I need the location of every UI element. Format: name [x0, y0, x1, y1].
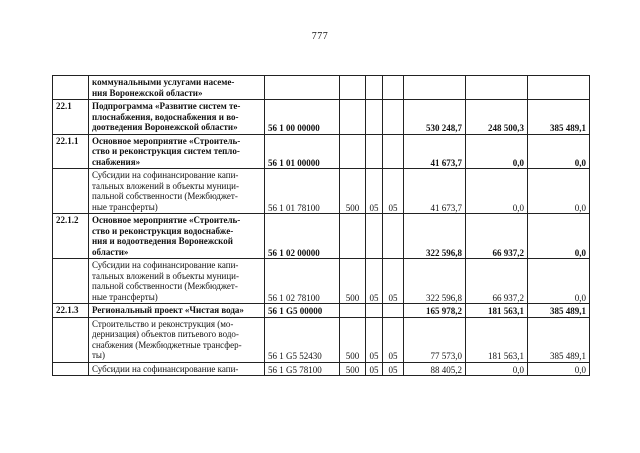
row-pr-cell: 05	[383, 362, 404, 376]
row-value-3-cell	[528, 76, 590, 100]
budget-table	[52, 75, 590, 376]
row-vr-cell: 500	[340, 362, 366, 376]
row-pr-cell	[383, 304, 404, 318]
row-value-3-cell: 0,0	[528, 134, 590, 169]
row-value-1-cell: 165 978,2	[404, 304, 466, 318]
table-row	[53, 362, 590, 376]
row-id-cell	[53, 317, 89, 362]
row-value-2-cell: 181 563,1	[466, 317, 528, 362]
page-number: 777	[311, 31, 329, 42]
row-code-cell: 56 1 G5 00000	[265, 304, 340, 318]
row-vr-cell	[340, 100, 366, 135]
row-code-cell: 56 1 00 00000	[265, 100, 340, 135]
row-value-1-cell: 41 673,7	[404, 134, 466, 169]
row-value-1-cell	[404, 76, 466, 100]
row-vr-cell	[340, 134, 366, 169]
table-row	[53, 76, 590, 100]
row-rz-cell: 05	[366, 362, 383, 376]
row-value-1-cell: 322 596,8	[404, 259, 466, 304]
row-value-2-cell: 248 500,3	[466, 100, 528, 135]
row-rz-cell	[366, 100, 383, 135]
row-id-cell: 22.1.2	[53, 214, 89, 259]
row-vr-cell: 500	[340, 169, 366, 214]
row-rz-cell	[366, 134, 383, 169]
row-pr-cell: 05	[383, 169, 404, 214]
row-name-cell: Региональный проект «Чистая вода»	[89, 304, 265, 318]
row-value-3-cell: 0,0	[528, 169, 590, 214]
row-pr-cell	[383, 76, 404, 100]
row-value-2-cell	[466, 76, 528, 100]
row-code-cell: 56 1 02 00000	[265, 214, 340, 259]
row-name-cell: Субсидии на софинансирование капи-	[89, 362, 265, 376]
row-value-3-cell: 385 489,1	[528, 304, 590, 318]
row-vr-cell	[340, 304, 366, 318]
row-code-cell	[265, 76, 340, 100]
row-name-cell: Подпрограмма «Развитие систем те- плоснабжения, водоснабжения и во- доотведения Воронежской области»	[89, 100, 265, 135]
row-id-cell	[53, 169, 89, 214]
row-vr-cell	[340, 76, 366, 100]
row-id-cell: 22.1	[53, 100, 89, 135]
table-row	[53, 169, 590, 214]
row-code-cell: 56 1 01 78100	[265, 169, 340, 214]
row-rz-cell: 05	[366, 169, 383, 214]
row-value-1-cell: 41 673,7	[404, 169, 466, 214]
row-name-cell: Субсидии на софинансирование капи- тальных вложений в объекты муници- пальной собственности (Межбюджет- ные трансферты)	[89, 169, 265, 214]
row-rz-cell: 05	[366, 317, 383, 362]
row-vr-cell	[340, 214, 366, 259]
row-pr-cell: 05	[383, 317, 404, 362]
row-name-cell: Субсидии на софинансирование капи- тальных вложений в объекты муници- пальной собственности (Межбюджет- ные трансферты)	[89, 259, 265, 304]
row-rz-cell	[366, 76, 383, 100]
row-value-2-cell: 0,0	[466, 169, 528, 214]
row-name-cell: Строительство и реконструкция (мо- дернизация) объектов питьевого водо- снабжения (Межбюджетные трансфер- ты)	[89, 317, 265, 362]
row-code-cell: 56 1 G5 78100	[265, 362, 340, 376]
row-vr-cell: 500	[340, 259, 366, 304]
row-pr-cell: 05	[383, 259, 404, 304]
row-id-cell	[53, 76, 89, 100]
row-rz-cell: 05	[366, 259, 383, 304]
row-value-3-cell: 385 489,1	[528, 100, 590, 135]
row-pr-cell	[383, 100, 404, 135]
row-vr-cell: 500	[340, 317, 366, 362]
row-value-1-cell: 88 405,2	[404, 362, 466, 376]
row-pr-cell	[383, 214, 404, 259]
row-name-cell: Основное мероприятие «Строитель- ство и реконструкция систем тепло- снабжения»	[89, 134, 265, 169]
row-name-cell: Основное мероприятие «Строитель- ство и реконструкция водоснабже- ния и водоотведения Воронежской области»	[89, 214, 265, 259]
row-value-2-cell: 0,0	[466, 362, 528, 376]
row-rz-cell	[366, 304, 383, 318]
table-body	[53, 76, 590, 376]
row-rz-cell	[366, 214, 383, 259]
table-row	[53, 100, 590, 135]
row-name-cell: коммунальными услугами насеме- ния Воронежской области»	[89, 76, 265, 100]
row-code-cell: 56 1 01 00000	[265, 134, 340, 169]
row-id-cell: 22.1.3	[53, 304, 89, 318]
row-value-1-cell: 530 248,7	[404, 100, 466, 135]
table-row	[53, 214, 590, 259]
row-id-cell	[53, 259, 89, 304]
table-row	[53, 259, 590, 304]
table-row	[53, 134, 590, 169]
row-value-3-cell: 385 489,1	[528, 317, 590, 362]
row-code-cell: 56 1 G5 52430	[265, 317, 340, 362]
row-value-1-cell: 322 596,8	[404, 214, 466, 259]
row-code-cell: 56 1 02 78100	[265, 259, 340, 304]
row-value-3-cell: 0,0	[528, 214, 590, 259]
row-value-2-cell: 181 563,1	[466, 304, 528, 318]
row-id-cell	[53, 362, 89, 376]
row-value-2-cell: 66 937,2	[466, 259, 528, 304]
table-row	[53, 304, 590, 318]
row-value-2-cell: 66 937,2	[466, 214, 528, 259]
row-id-cell: 22.1.1	[53, 134, 89, 169]
row-value-1-cell: 77 573,0	[404, 317, 466, 362]
row-value-2-cell: 0,0	[466, 134, 528, 169]
table-row	[53, 317, 590, 362]
row-pr-cell	[383, 134, 404, 169]
row-value-3-cell: 0,0	[528, 362, 590, 376]
row-value-3-cell: 0,0	[528, 259, 590, 304]
